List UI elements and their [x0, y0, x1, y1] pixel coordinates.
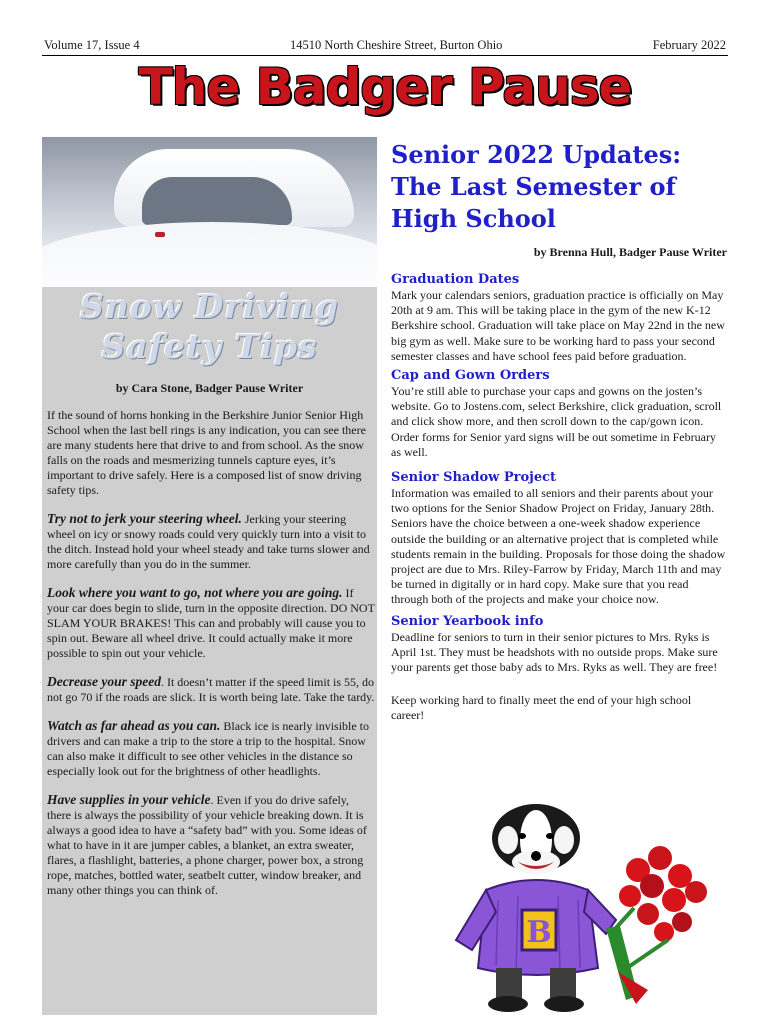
tip-paragraph	[47, 792, 375, 898]
section-heading-cap-gown: Cap and Gown Orders	[391, 368, 550, 384]
tip-lead: Have supplies in your vehicle	[47, 792, 211, 807]
badger-head	[492, 804, 580, 874]
sweater-letter: B	[526, 915, 552, 950]
tip-lead: Look where you want to go, not where you are going.	[47, 585, 343, 600]
snow-title-line-2: Safety Tips	[101, 327, 318, 366]
snow-driving-article	[42, 137, 377, 1015]
tip-text: . Even if you do drive safely, there is always the possibility of your vehicle breaking down. It is always a good idea to have a “safety bad” with you. Some ideas of what to have in it are jumper cables, a blanket, an extra sweater, flares, a flashlight, batteries, a phone charger, power box, a strong rope, matches, bottled water, seatbelt cutter, window breaker, and many other things you can think of.	[47, 793, 367, 897]
tip-paragraph	[47, 585, 375, 661]
badger-sweater	[456, 880, 616, 975]
badger-mascot-illustration	[438, 800, 728, 1015]
rose-bouquet	[606, 846, 707, 1004]
section-heading-shadow: Senior Shadow Project	[391, 470, 557, 486]
tip-paragraph	[47, 718, 375, 779]
tip-lead: Try not to jerk your steering wheel.	[47, 511, 242, 526]
tip-lead: Watch as far ahead as you can.	[47, 718, 221, 733]
tip-text: . It doesn’t matter if the speed limit is 55, do not go 70 if the roads are slick. It is worth being late. Take the tardy.	[47, 675, 375, 704]
section-text-cap-gown: You’re still able to purchase your caps and gowns on the josten’s website. Go to Jostens.com, select Berkshire, click graduation, scroll and click show more, and then scroll down to the cap/gown icon. Order forms for Senior yard signs will be out sometime in February as well.	[391, 384, 722, 459]
tip-text: Jerking your steering wheel on icy or snowy roads could very quickly turn into a visit to the ditch. Instead hold your wheel steady and take turns slower and more carefully than you do in the summer.	[47, 512, 370, 571]
senior-updates-article	[391, 137, 727, 724]
snow-article-intro: If the sound of horns honking in the Berkshire Junior Senior High School when the last bell rings is any indication, you can see there are many students here that drive to and from school. As the snow falls on the roads and mesmerizing tunnels capture eyes, it’s important to drive safely. Here is a composed list of snow driving safety tips.	[47, 408, 366, 497]
section-text-graduation: Mark your calendars seniors, graduation practice is officially on May 20th at 9 am. This will be taking place in the gym of the new K-12 Berkshire school. Graduation will take place on May 22nd in the new big gym as well. Make sure to be working hard to pass your second semester classes and have school fees paid before graduation.	[391, 288, 725, 363]
car-rear-window	[142, 177, 292, 225]
snow-drift	[42, 222, 377, 287]
tip-text: Black ice is nearly invisible to drivers and can make a trip to the store a trip to the hospital. Snow can also make it difficult to see other vehicles in the distance so especially look out for the brightness of other headlights.	[47, 719, 370, 778]
snow-article-title	[42, 287, 377, 367]
tip-text: If your car does begin to slide, turn in the opposite direction. DO NOT SLAM YOUR BRAKES! This can and probably will cause you to spin out. Beware all wheel drive. It could actually make it more possible to spin out your vehicle.	[47, 586, 375, 660]
section-heading-graduation: Graduation Dates	[391, 272, 520, 287]
issue-date: February 2022	[652, 38, 726, 52]
snow-covered-car-photo	[42, 137, 377, 287]
senior-article-title: Senior 2022 Updates: The Last Semester of High School	[391, 140, 682, 233]
senior-article-byline: by Brenna Hull, Badger Pause Writer	[533, 245, 727, 259]
section-text-shadow: Information was emailed to all seniors and their parents about your two options for the Senior Shadow Project on Friday, January 28th. Seniors have the choice between a one-week shadow experience outside the building or an alternative project that is completed while students remain in the building. Proposals for those doing the shadow project are due to Mrs. Riley-Farrow by Friday, March 11th and may be turned in digitally or in hard copy. Make sure that you read through both of the projects and make your choice now.	[391, 486, 726, 607]
tip-paragraph	[47, 511, 375, 572]
school-address: 14510 North Cheshire Street, Burton Ohio	[289, 38, 503, 52]
closing-message: Keep working hard to finally meet the end of your high school career!	[391, 693, 692, 723]
car-taillight	[155, 232, 165, 237]
tip-lead: Decrease your speed	[47, 674, 161, 689]
tip-paragraph	[47, 674, 375, 705]
volume-issue: Volume 17, Issue 4	[44, 38, 140, 52]
masthead-title: The Badger Pause	[138, 58, 632, 116]
section-text-yearbook: Deadline for seniors to turn in their senior pictures to Mrs. Ryks is April 1st. They must be headshots with no outside props. Make sure your parents get those baby ads to Mrs. Ryks as well. They are free!	[391, 629, 718, 675]
snow-title-line-1: Snow Driving	[79, 287, 340, 326]
snow-article-body	[47, 408, 375, 911]
issue-header	[42, 36, 728, 56]
snow-article-byline: by Cara Stone, Badger Pause Writer	[115, 381, 304, 395]
section-heading-yearbook: Senior Yearbook info	[391, 613, 544, 629]
